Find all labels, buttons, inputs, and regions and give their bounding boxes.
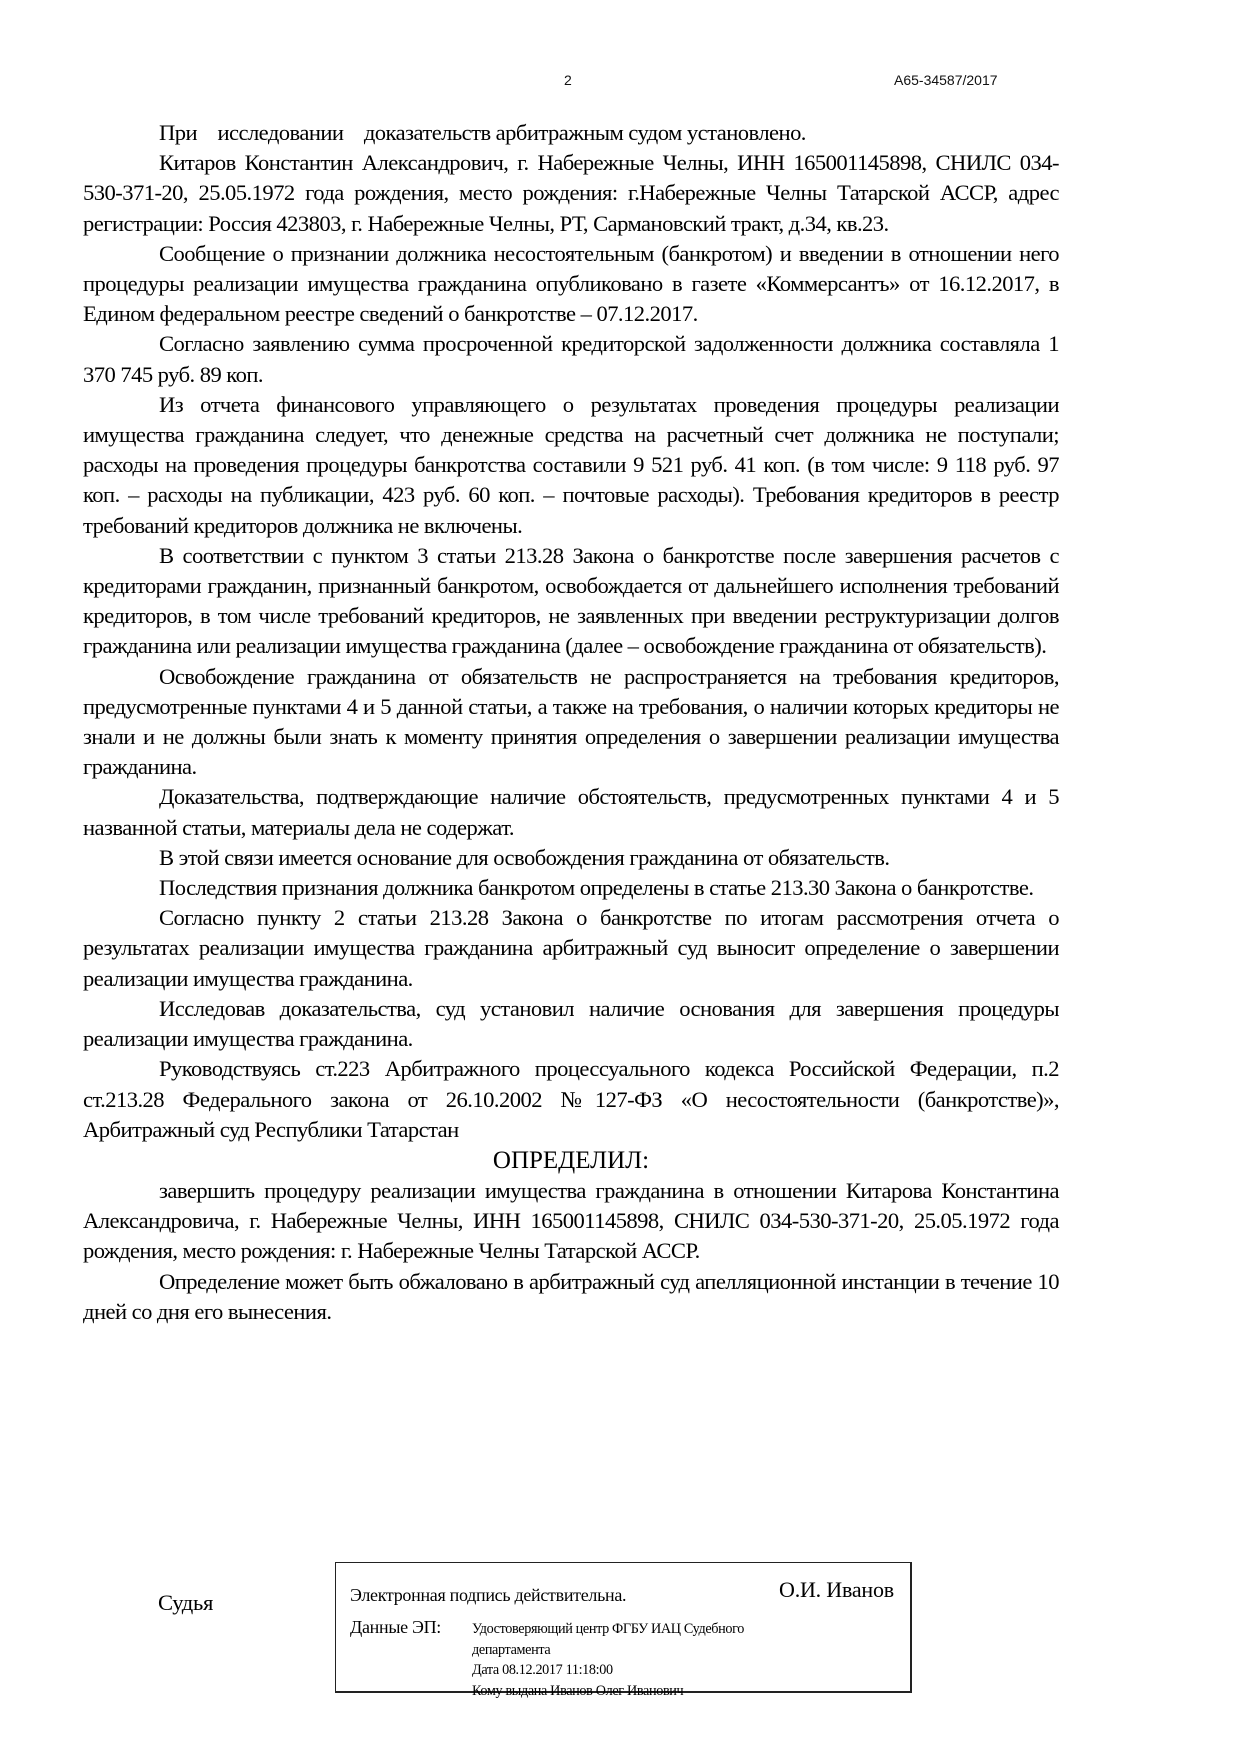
signature-issuer: Удостоверяющий центр ФГБУ ИАЦ Судебного	[472, 1621, 744, 1637]
paragraph-no-evidence: Доказательства, подтверждающие наличие обстоятельств, предусмотренных пунктами 4 и 5 названной статьи, материалы дела не содержат.	[83, 784, 1059, 840]
signature-valid-text: Электронная подпись действительна.	[350, 1585, 627, 1605]
paragraph-consequences: Последствия признания должника банкротом определены в статье 213.30 Закона о банкротстве.	[159, 875, 1034, 901]
judge-name: О.И. Иванов	[779, 1577, 894, 1602]
document-body	[83, 118, 1059, 1327]
paragraph-appeal: Определение может быть обжаловано в арбитражный суд апелляционной инстанции в течение 10 дней со дня его вынесения.	[83, 1268, 1059, 1324]
judge-label: Судья	[158, 1590, 214, 1615]
signature-owner: Кому выдана Иванов Олег Иванович	[472, 1682, 684, 1699]
electronic-signature-stamp	[335, 1562, 912, 1699]
paragraph-evidence-intro: При исследовании доказательств арбитражным судом установлено.	[159, 120, 806, 145]
signature-data	[472, 1619, 744, 1701]
paragraph-court-authority: Согласно пункту 2 статьи 213.28 Закона о банкротстве по итогам рассмотрения отчета о результатах реализации имущества гражданина арбитражный суд выносит определение о завершении реализации имущества гражданина.	[83, 905, 1059, 991]
signature-date: Дата 08.12.2017 11:18:00	[472, 1662, 613, 1678]
decree-heading: ОПРЕДЕЛИЛ:	[492, 1146, 650, 1174]
case-number: А65-34587/2017	[894, 72, 998, 88]
paragraph-manager-report: Из отчета финансового управляющего о результатах проведения процедуры реализации имущества гражданина следует, что денежные средства на расчетный счет должника не поступали; расходы на проведения процедуры банкротства составили 9 521 руб. 41 коп. (в том числе: 9 118 руб. 97 коп. – расходы на публикации, 423 руб. 60 коп. – почтовые расходы). Требования кредиторов в реестр требований кредиторов должника не включены.	[83, 391, 1059, 538]
paragraph-release-basis: В этой связи имеется основание для освобождения гражданина от обязательств.	[159, 844, 890, 870]
page-number: 2	[564, 72, 572, 88]
paragraph-debtor-details: Китаров Константин Александрович, г. Набережные Челны, ИНН 165001145898, СНИЛС 034-530-371-20, 25.05.1972 года рождения, место рождения: г.Набережные Челны Татарской АССР, адрес регистрации: Россия 423803, г. Набережные Челны, РТ, Сармановский тракт, д.34, кв.23.	[83, 150, 1059, 236]
paragraph-debt-amount: Согласно заявлению сумма просроченной кредиторской задолженности должника составляла 1 370 745 руб. 89 коп.	[83, 331, 1059, 387]
paragraph-legal-basis: Руководствуясь ст.223 Арбитражного процессуального кодекса Российской Федерации, п.2 ст.213.28 Федерального закона от 26.10.2002 №127-ФЗ «О несостоятельности (банкротстве)», Арбитражный суд Республики Татарстан	[83, 1056, 1059, 1142]
paragraph-release-exceptions: Освобождение гражданина от обязательств не распространяется на требования кредиторов, предусмотренные пунктами 4 и 5 данной статьи, а также на требования, о наличии которых кредиторы не знали и не должны были знать к моменту принятия определения о завершении реализации имущества гражданина.	[83, 663, 1059, 780]
paragraph-release-rule: В соответствии с пунктом 3 статьи 213.28 Закона о банкротстве после завершения расчетов с кредиторами гражданин, признанный банкротом, освобождается от дальнейшего исполнения требований кредиторов, в том числе требований кредиторов, не заявленных при введении реструктуризации долгов гражданина или реализации имущества гражданина (далее – освобождение гражданина от обязательств).	[83, 542, 1059, 659]
paragraph-court-findings: Исследовав доказательства, суд установил наличие основания для завершения процедуры реализации имущества гражданина.	[83, 995, 1059, 1052]
signature-issuer-cont: департамента	[472, 1641, 551, 1658]
paragraph-resolution: завершить процедуру реализации имущества гражданина в отношении Китарова Константина Александровича, г. Набережные Челны, ИНН 165001145898, СНИЛС 034-530-371-20, 25.05.1972 года рождения, место рождения: г. Набережные Челны Татарской АССР.	[83, 1177, 1059, 1264]
paragraph-publication: Сообщение о признании должника несостоятельным (банкротом) и введении в отношении него процедуры реализации имущества гражданина опубликовано в газете «Коммерсантъ» от 16.12.2017, в Едином федеральном реестре сведений о банкротстве – 07.12.2017.	[83, 240, 1059, 327]
signature-data-label: Данные ЭП:	[350, 1617, 441, 1637]
